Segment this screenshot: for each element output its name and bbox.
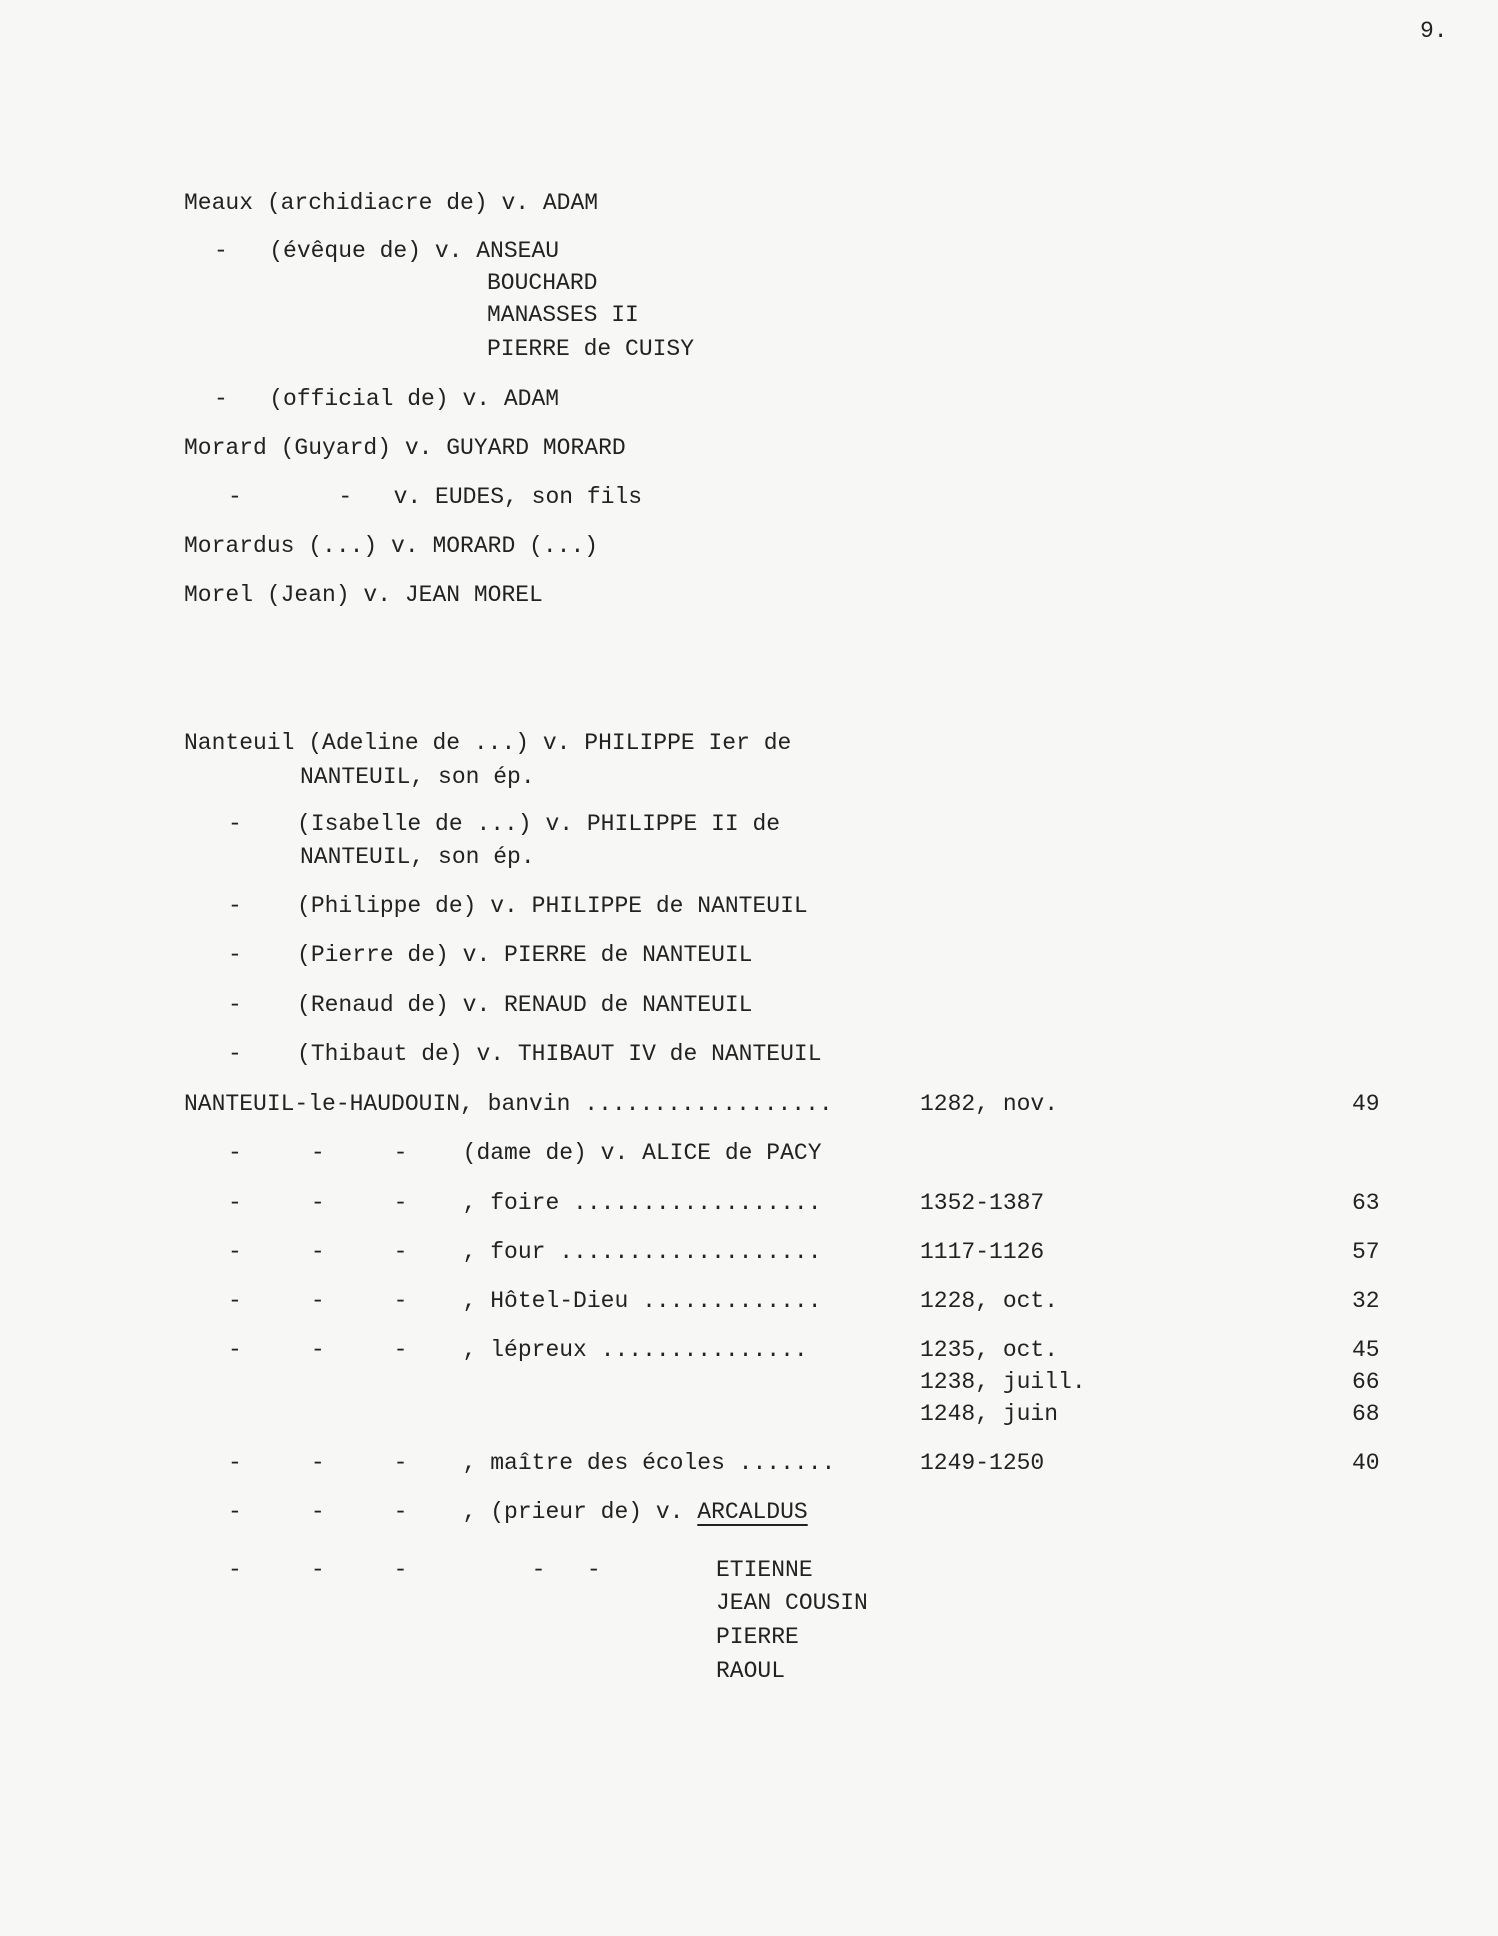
- index-entry-haudouin-hotel-dieu: - - - , Hôtel-Dieu .............: [228, 1288, 822, 1314]
- entry-date: 1117-1126: [920, 1239, 1045, 1265]
- entry-page-number: 66: [1352, 1369, 1380, 1395]
- entry-page-number: 49: [1352, 1091, 1380, 1117]
- index-ref-manasses: MANASSES II: [487, 302, 639, 328]
- entry-date: 1235, oct.: [920, 1337, 1059, 1363]
- index-ref-etienne: ETIENNE: [716, 1557, 813, 1583]
- index-entry-morel: Morel (Jean) v. JEAN MOREL: [184, 582, 543, 608]
- index-entry-haudouin-maitre: - - - , maître des écoles .......: [228, 1450, 836, 1476]
- index-entry-haudouin-lepreux: - - - , lépreux ...............: [228, 1337, 808, 1363]
- index-entry-haudouin-prieur: [228, 1501, 808, 1524]
- index-entry-haudouin-banvin: NANTEUIL-le-HAUDOUIN, banvin ..................: [184, 1091, 833, 1117]
- page-number: 9.: [1420, 18, 1448, 44]
- entry-page-number: 68: [1352, 1401, 1380, 1427]
- index-entry-nanteuil-renaud: - (Renaud de) v. RENAUD de NANTEUIL: [228, 992, 753, 1018]
- prieur-first-ref: ARCALDUS: [697, 1499, 808, 1525]
- index-entry-nanteuil-thibaut: - (Thibaut de) v. THIBAUT IV de NANTEUIL: [228, 1041, 822, 1067]
- index-entry-haudouin-dame: - - - (dame de) v. ALICE de PACY: [228, 1140, 822, 1166]
- index-entry-morard-guyard: Morard (Guyard) v. GUYARD MORARD: [184, 435, 626, 461]
- index-ref-raoul: RAOUL: [716, 1658, 786, 1684]
- index-ref-pierre-cuisy: PIERRE de CUISY: [487, 336, 695, 362]
- entry-date: 1238, juill.: [920, 1369, 1086, 1395]
- entry-date: 1249-1250: [920, 1450, 1045, 1476]
- index-entry-haudouin-foire: - - - , foire ..................: [228, 1190, 822, 1216]
- prieur-prefix: - - - , (prieur de) v.: [228, 1499, 698, 1525]
- entry-date: 1248, juin: [920, 1401, 1059, 1427]
- index-entry-meaux-archidiacre: Meaux (archidiacre de) v. ADAM: [184, 190, 599, 216]
- entry-page-number: 40: [1352, 1450, 1380, 1476]
- index-ref-bouchard: BOUCHARD: [487, 270, 598, 296]
- entry-page-number: 57: [1352, 1239, 1380, 1265]
- index-entry-nanteuil-pierre: - (Pierre de) v. PIERRE de NANTEUIL: [228, 942, 753, 968]
- index-ref-pierre: PIERRE: [716, 1624, 799, 1650]
- index-entry-nanteuil-isabelle: - (Isabelle de ...) v. PHILIPPE II de: [228, 811, 781, 837]
- index-entry-morard-eudes: - - v. EUDES, son fils: [228, 484, 643, 510]
- index-ref-jean-cousin: JEAN COUSIN: [716, 1590, 868, 1616]
- entry-page-number: 45: [1352, 1337, 1380, 1363]
- entry-page-number: 63: [1352, 1190, 1380, 1216]
- entry-date: 1228, oct.: [920, 1288, 1059, 1314]
- index-entry-meaux-eveque: - (évêque de) v. ANSEAU: [214, 238, 560, 264]
- index-entry-meaux-official: - (official de) v. ADAM: [214, 386, 560, 412]
- index-entry-nanteuil-isabelle-cont: NANTEUIL, son ép.: [300, 844, 535, 870]
- index-entry-nanteuil-adeline-cont: NANTEUIL, son ép.: [300, 764, 535, 790]
- index-entry-nanteuil-adeline: Nanteuil (Adeline de ...) v. PHILIPPE Ier de: [184, 730, 792, 756]
- index-entry-morardus: Morardus (...) v. MORARD (...): [184, 533, 599, 559]
- entry-date: 1352-1387: [920, 1190, 1045, 1216]
- entry-page-number: 32: [1352, 1288, 1380, 1314]
- index-entry-haudouin-four: - - - , four ...................: [228, 1239, 822, 1265]
- index-entry-nanteuil-philippe: - (Philippe de) v. PHILIPPE de NANTEUIL: [228, 893, 808, 919]
- entry-date: 1282, nov.: [920, 1091, 1059, 1117]
- index-entry-haudouin-prieur-dashes: - - - - -: [228, 1557, 601, 1583]
